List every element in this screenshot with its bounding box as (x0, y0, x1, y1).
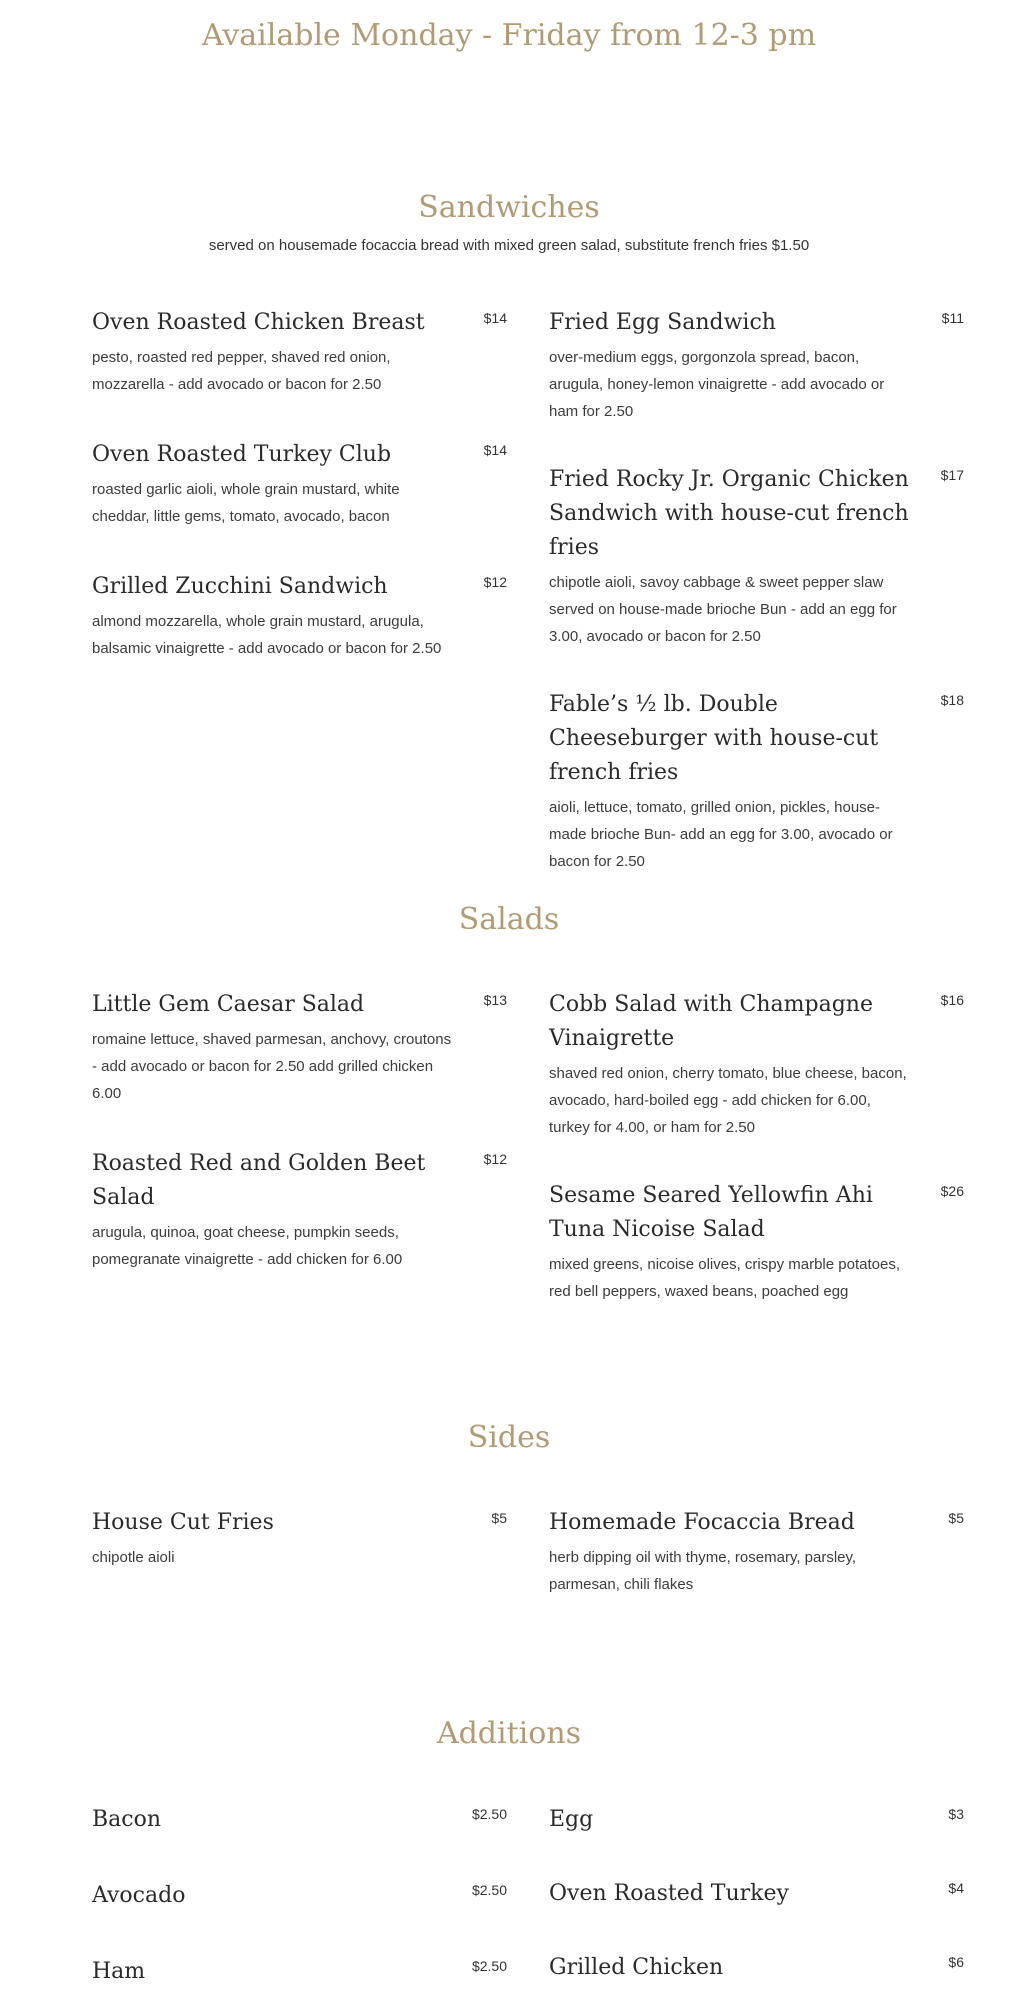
item-price: $13 (483, 992, 507, 1008)
item-price: $14 (483, 310, 507, 326)
item-price: $12 (483, 1151, 507, 1167)
menu-item (92, 306, 507, 398)
additions-left-column (92, 1802, 507, 1990)
sides-columns (92, 1506, 964, 1598)
item-name: Oven Roasted Turkey (549, 1881, 789, 1906)
item-name: Roasted Red and Golden Beet Salad (92, 1151, 426, 1210)
menu-item (92, 1878, 507, 1914)
item-name: Avocado (92, 1883, 186, 1908)
item-description: shaved red onion, cherry tomato, blue cheese, bacon, avocado, hard-boiled egg - add chicken for 6.00, turkey for 4.00, or ham for 2.50 (549, 1065, 907, 1136)
sandwiches-section (0, 188, 1018, 256)
menu-item (549, 1876, 964, 1912)
item-price: $11 (941, 310, 964, 326)
item-description: chipotle aioli (92, 1549, 175, 1566)
item-name: Egg (549, 1807, 594, 1832)
menu-item (549, 1179, 964, 1305)
menu-item (92, 438, 507, 530)
item-price: $3 (948, 1806, 964, 1822)
menu-item (92, 1802, 507, 1838)
item-description: chipotle aioli, savoy cabbage & sweet pepper slaw served on house-made brioche Bun - add an egg for 3.00, avocado or bacon for 2.50 (549, 574, 897, 645)
sides-left-column (92, 1506, 507, 1598)
item-price: $4 (948, 1880, 964, 1896)
salads-right-column (549, 988, 964, 1305)
menu-item (549, 688, 964, 875)
item-name: Oven Roasted Turkey Club (92, 442, 392, 467)
item-name: Grilled Chicken (549, 1955, 724, 1980)
item-price: $2.50 (471, 1882, 507, 1898)
section-title: Sandwiches (418, 190, 600, 225)
salads-section (0, 900, 1018, 940)
item-name: Little Gem Caesar Salad (92, 992, 365, 1017)
item-name: Bacon (92, 1807, 162, 1832)
item-description: arugula, quinoa, goat cheese, pumpkin seeds, pomegranate vinaigrette - add chicken for 6.00 (92, 1224, 403, 1268)
sandwiches-columns (92, 306, 964, 875)
item-price: $18 (940, 692, 964, 708)
salads-columns (92, 988, 964, 1305)
item-name: Cobb Salad with Champagne Vinaigrette (549, 992, 873, 1051)
menu-item (92, 1506, 507, 1571)
sides-section (0, 1418, 1018, 1458)
section-title: Sides (467, 1420, 551, 1455)
menu-item (549, 1802, 964, 1838)
menu-item (92, 1147, 507, 1273)
menu-item (92, 570, 507, 662)
item-description: roasted garlic aioli, whole grain mustard, white cheddar, little gems, tomato, avocado, bacon (92, 481, 400, 525)
salads-left-column (92, 988, 507, 1305)
section-title: Additions (436, 1716, 582, 1751)
sandwiches-left-column (92, 306, 507, 875)
menu-item (549, 988, 964, 1141)
item-price: $5 (948, 1510, 964, 1526)
item-name: Homemade Focaccia Bread (549, 1510, 855, 1535)
additions-columns (92, 1802, 964, 1990)
item-price: $14 (483, 442, 507, 458)
item-price: $5 (491, 1510, 507, 1526)
menu-item (549, 1950, 964, 1986)
availability-heading: Available Monday - Friday from 12-3 pm (201, 18, 817, 53)
item-price: $6 (948, 1954, 964, 1970)
item-description: romaine lettuce, shaved parmesan, anchovy, croutons - add avocado or bacon for 2.50 add grilled chicken 6.00 (92, 1031, 452, 1102)
item-name: Sesame Seared Yellowfin Ahi Tuna Nicoise Salad (549, 1183, 873, 1242)
item-price: $16 (940, 992, 964, 1008)
sides-right-column (549, 1506, 964, 1598)
section-title: Salads (458, 902, 560, 937)
menu-item (549, 1506, 964, 1598)
item-price: $12 (483, 574, 507, 590)
item-name: Oven Roasted Chicken Breast (92, 310, 425, 335)
item-name: House Cut Fries (92, 1510, 274, 1535)
menu-item (549, 463, 964, 650)
additions-right-column (549, 1802, 964, 1990)
menu-item (92, 988, 507, 1107)
item-name: Grilled Zucchini Sandwich (92, 574, 388, 599)
item-description: mixed greens, nicoise olives, crispy marble potatoes, red bell peppers, waxed beans, poached egg (549, 1256, 900, 1300)
item-price: $26 (940, 1183, 964, 1199)
item-description: pesto, roasted red pepper, shaved red onion, mozzarella - add avocado or bacon for 2.50 (92, 349, 391, 393)
item-description: aioli, lettuce, tomato, grilled onion, pickles, house-made brioche Bun- add an egg for 3.00, avocado or bacon for 2.50 (549, 799, 893, 870)
item-price: $17 (940, 467, 964, 483)
item-description: over-medium eggs, gorgonzola spread, bacon, arugula, honey-lemon vinaigrette - add avocado or ham for 2.50 (549, 349, 885, 420)
item-name: Fable’s ½ lb. Double Cheeseburger with house-cut french fries (549, 692, 879, 785)
sandwiches-right-column (549, 306, 964, 875)
additions-section (0, 1714, 1018, 1754)
item-description: almond mozzarella, whole grain mustard, arugula, balsamic vinaigrette - add avocado or bacon for 2.50 (92, 613, 442, 657)
item-price: $2.50 (471, 1958, 507, 1974)
item-price: $2.50 (471, 1806, 507, 1822)
item-name: Ham (92, 1959, 146, 1984)
item-description: herb dipping oil with thyme, rosemary, parsley, parmesan, chili flakes (549, 1549, 857, 1593)
menu-item (92, 1954, 507, 1990)
item-name: Fried Egg Sandwich (549, 310, 776, 335)
section-subtitle: served on housemade focaccia bread with mixed green salad, substitute french fries $1.50 (208, 237, 810, 254)
item-name: Fried Rocky Jr. Organic Chicken Sandwich with house-cut french fries (549, 467, 909, 560)
menu-item (549, 306, 964, 425)
